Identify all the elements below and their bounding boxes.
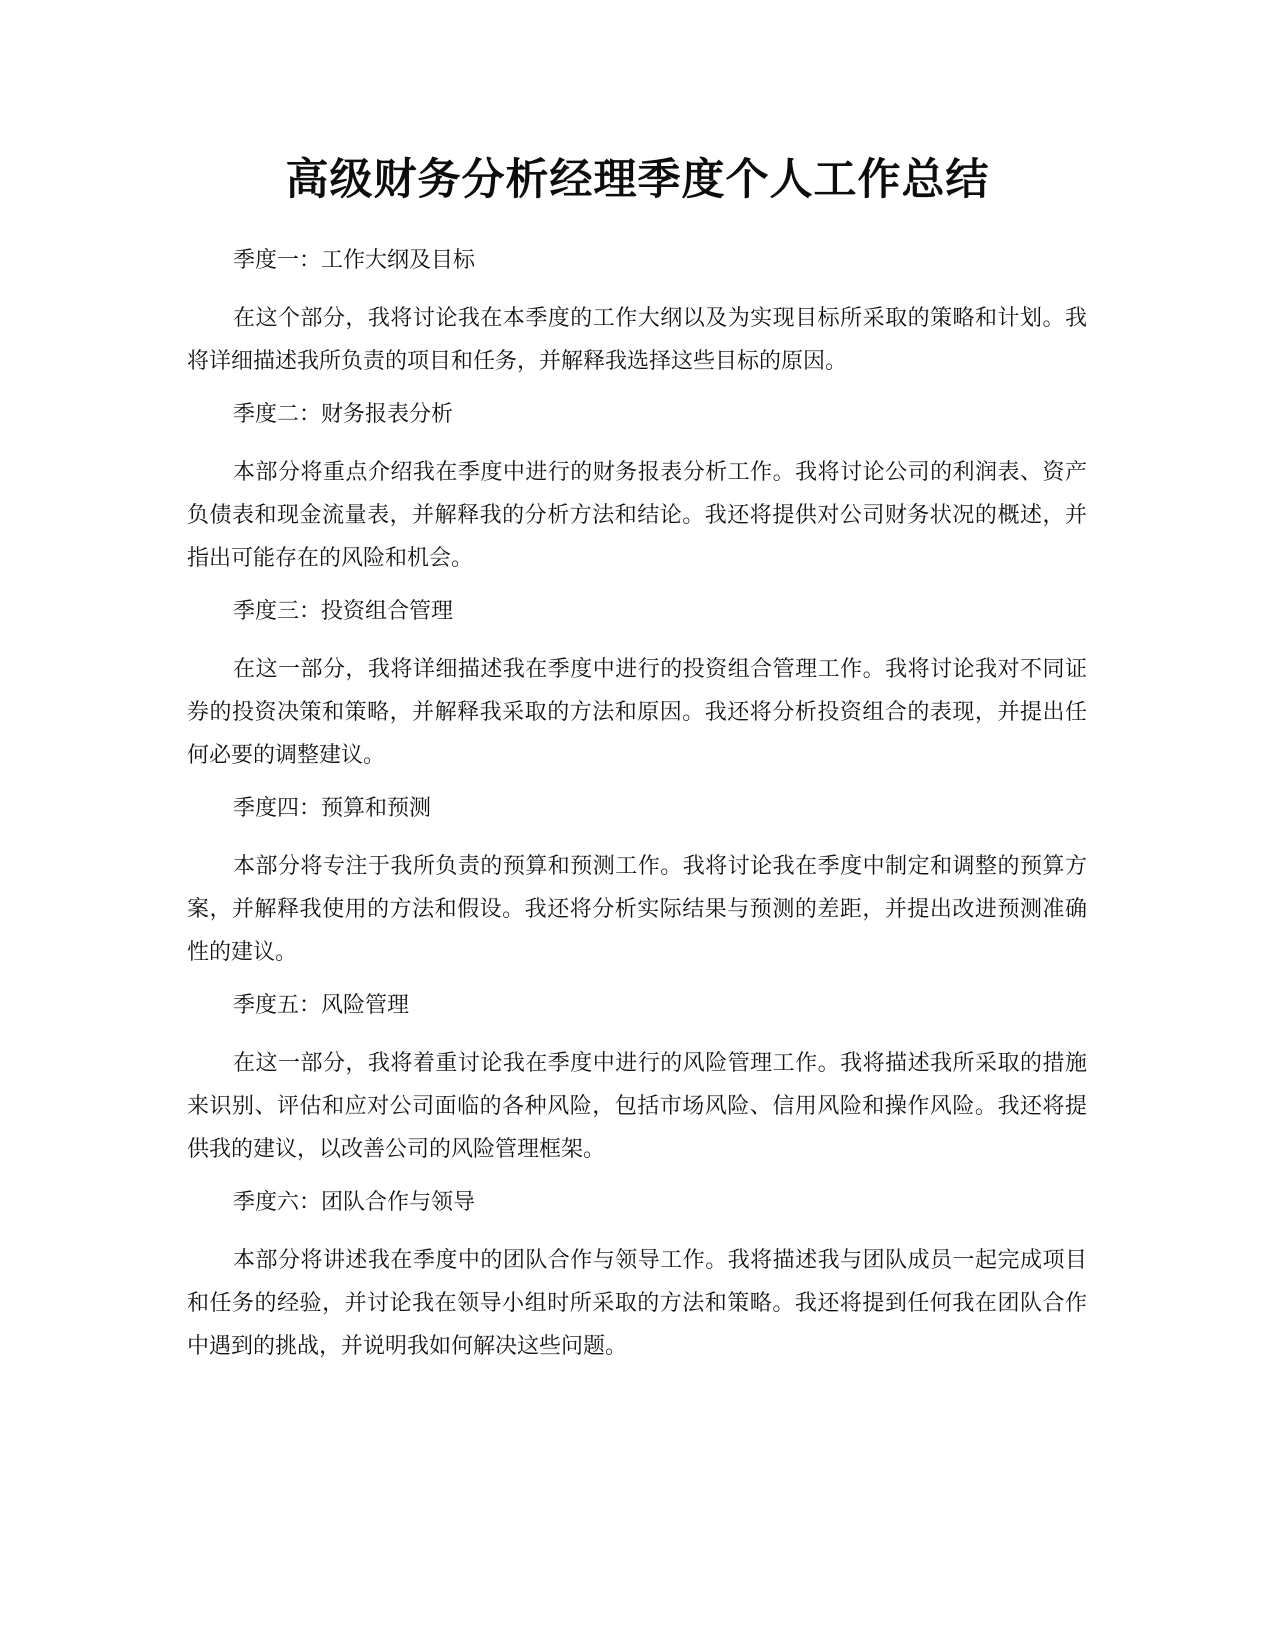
section-quarter-4 [187,793,1087,974]
section-paragraph: 本部分将专注于我所负责的预算和预测工作。我将讨论我在季度中制定和调整的预算方案，并解释我使用的方法和假设。我还将分析实际结果与预测的差距，并提出改进预测准确性的建议。 [187,854,1087,965]
section-paragraph: 本部分将重点介绍我在季度中进行的财务报表分析工作。我将讨论公司的利润表、资产负债表和现金流量表，并解释我的分析方法和结论。我还将提供对公司财务状况的概述，并指出可能存在的风险和机会。 [187,460,1087,571]
section-quarter-3 [187,596,1087,777]
section-paragraph: 在这一部分，我将着重讨论我在季度中进行的风险管理工作。我将描述我所采取的措施来识别、评估和应对公司面临的各种风险，包括市场风险、信用风险和操作风险。我还将提供我的建议，以改善公司的风险管理框架。 [187,1051,1087,1162]
document-body [187,245,1087,1368]
section-heading: 季度五：风险管理 [233,993,410,1018]
section-quarter-6 [187,1187,1087,1368]
section-heading: 季度四：预算和预测 [233,796,432,821]
section-paragraph: 在这一部分，我将详细描述我在季度中进行的投资组合管理工作。我将讨论我对不同证券的投资决策和策略，并解释我采取的方法和原因。我还将分析投资组合的表现，并提出任何必要的调整建议。 [187,657,1087,768]
section-heading: 季度六：团队合作与领导 [233,1190,476,1215]
section-quarter-2 [187,399,1087,580]
section-heading: 季度一：工作大纲及目标 [233,248,476,273]
section-quarter-1 [187,245,1087,383]
section-heading: 季度三：投资组合管理 [233,599,454,624]
document-title: 高级财务分析经理季度个人工作总结 [285,155,990,205]
section-paragraph: 在这个部分，我将讨论我在本季度的工作大纲以及为实现目标所采取的策略和计划。我将详细描述我所负责的项目和任务，并解释我选择这些目标的原因。 [187,306,1087,374]
section-heading: 季度二：财务报表分析 [233,402,454,427]
section-paragraph: 本部分将讲述我在季度中的团队合作与领导工作。我将描述我与团队成员一起完成项目和任务的经验，并讨论我在领导小组时所采取的方法和策略。我还将提到任何我在团队合作中遇到的挑战，并说明我如何解决这些问题。 [187,1248,1087,1359]
section-quarter-5 [187,990,1087,1171]
